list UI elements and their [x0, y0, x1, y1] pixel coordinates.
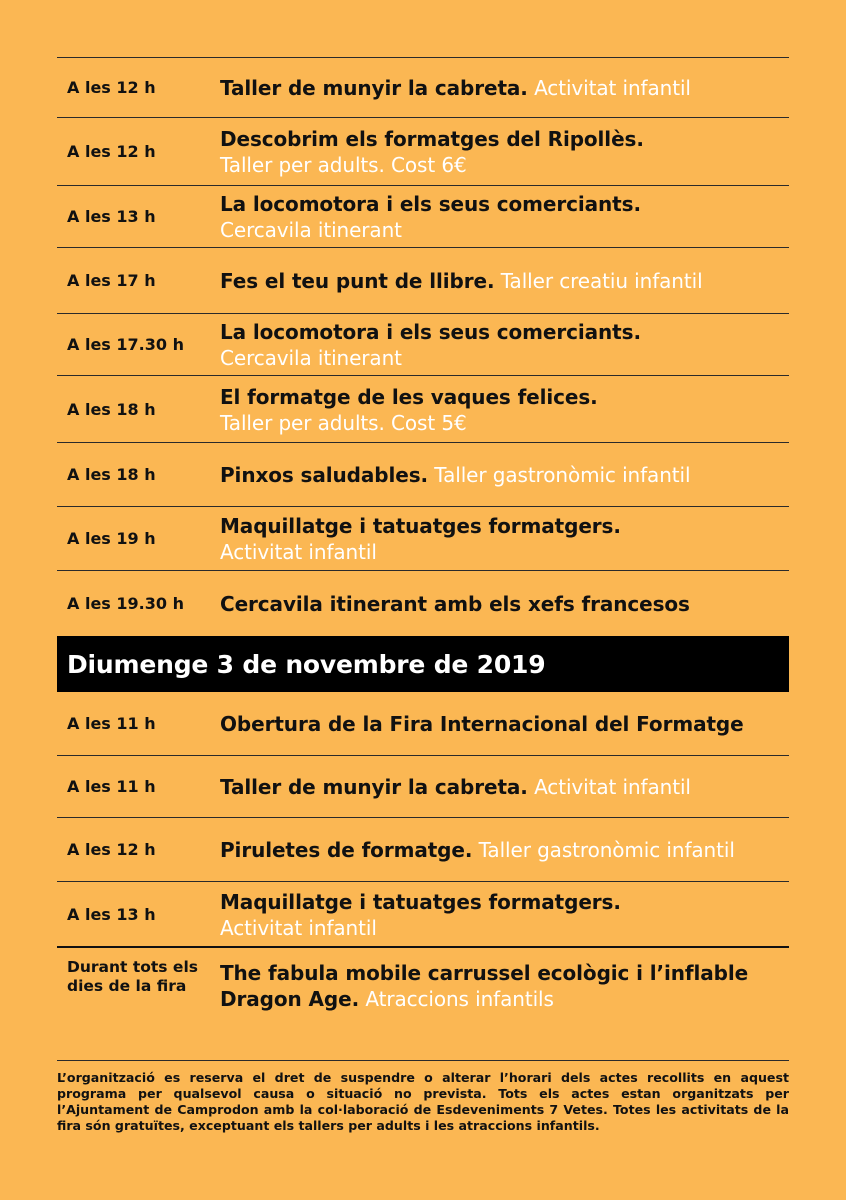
event-title: La locomotora i els seus comerciants. [220, 320, 641, 344]
event-title: La locomotora i els seus comerciants. [220, 192, 641, 216]
event-description [212, 376, 789, 443]
event-time: A les 11 h [67, 777, 156, 796]
event-note: Cercavila itinerant [220, 218, 402, 242]
event-description [212, 118, 789, 186]
event-title: Cercavila itinerant amb els xefs francesos [220, 591, 690, 616]
event-description [212, 248, 789, 314]
event-title: Obertura de la Fira Internacional del Formatge [220, 712, 744, 736]
schedule-sheet [57, 57, 789, 1032]
schedule-row [57, 118, 789, 186]
event-time: A les 13 h [67, 207, 156, 226]
event-title: Taller de munyir la cabreta. [220, 76, 528, 100]
schedule-row [57, 571, 789, 636]
event-note: Activitat infantil [220, 540, 377, 564]
schedule-row [57, 58, 789, 118]
schedule-row [57, 314, 789, 376]
schedule-row [57, 692, 789, 756]
day-heading: Diumenge 3 de novembre de 2019 [57, 636, 789, 692]
event-note: Activitat infantil [534, 775, 691, 799]
event-time: A les 13 h [67, 905, 156, 924]
event-description [212, 571, 789, 636]
event-description [212, 58, 789, 118]
event-note: Taller creatiu infantil [500, 269, 703, 293]
footer-note: L’organització es reserva el dret de suspendre o alterar l’horari dels actes recollits en aquest programa per qualsevol causa o situació no prevista. Tots els actes estan organitzats per l’Ajuntament de Camprodon amb la col·laboració de Esdeveniments 7 Vetes. Totes les activitats de la fira són gratuïtes, exceptuant els tallers per adults i les atraccions infantils. [57, 1070, 789, 1133]
event-time: A les 17.30 h [67, 335, 184, 354]
event-description [212, 443, 789, 507]
event-title: El formatge de les vaques felices. [220, 384, 598, 409]
schedule-row-all-days [57, 948, 789, 1032]
schedule-row [57, 756, 789, 818]
event-note: Atraccions infantils [365, 987, 554, 1011]
event-title: Fes el teu punt de llibre. [220, 269, 495, 293]
schedule-row [57, 818, 789, 882]
event-description [212, 818, 789, 882]
event-note: Taller gastronòmic infantil [478, 838, 735, 862]
event-title: The fabula mobile carrussel ecològic i l’inflable Dragon Age. [220, 961, 749, 1011]
event-time: A les 12 h [67, 78, 156, 97]
event-note: Activitat infantil [534, 76, 691, 100]
event-description [212, 507, 789, 571]
event-title: Maquillatge i tatuatges formatgers. [220, 514, 621, 538]
event-title: Piruletes de formatge. [220, 838, 473, 862]
event-time: A les 18 h [67, 465, 156, 484]
schedule-row [57, 186, 789, 248]
event-title: Taller de munyir la cabreta. [220, 775, 528, 799]
event-note: Taller gastronòmic infantil [434, 463, 691, 487]
event-time: A les 12 h [67, 840, 156, 859]
event-description [212, 692, 789, 756]
event-time: A les 17 h [67, 271, 156, 290]
footer-rule [57, 1060, 789, 1061]
event-title: Maquillatge i tatuatges formatgers. [220, 890, 621, 914]
schedule-row [57, 507, 789, 571]
event-title: Pinxos saludables. [220, 463, 429, 487]
event-time: A les 19.30 h [67, 593, 184, 613]
event-description [212, 882, 789, 948]
event-time: A les 11 h [67, 714, 156, 733]
schedule-row [57, 376, 789, 443]
event-time: A les 18 h [67, 399, 156, 419]
event-description [212, 756, 789, 818]
event-note: Cercavila itinerant [220, 346, 402, 370]
schedule-row [57, 882, 789, 948]
event-description [212, 314, 789, 376]
event-note: Taller per adults. Cost 5€ [220, 410, 467, 435]
event-time: Durant tots els dies de la fira [67, 958, 198, 995]
schedule-row [57, 443, 789, 507]
event-time: A les 12 h [67, 142, 156, 161]
event-description [212, 186, 789, 248]
event-note: Activitat infantil [220, 916, 377, 940]
event-time: A les 19 h [67, 529, 156, 548]
event-description [212, 948, 789, 1032]
schedule-row [57, 248, 789, 314]
event-note: Taller per adults. Cost 6€ [220, 153, 467, 177]
event-title: Descobrim els formatges del Ripollès. [220, 127, 644, 151]
